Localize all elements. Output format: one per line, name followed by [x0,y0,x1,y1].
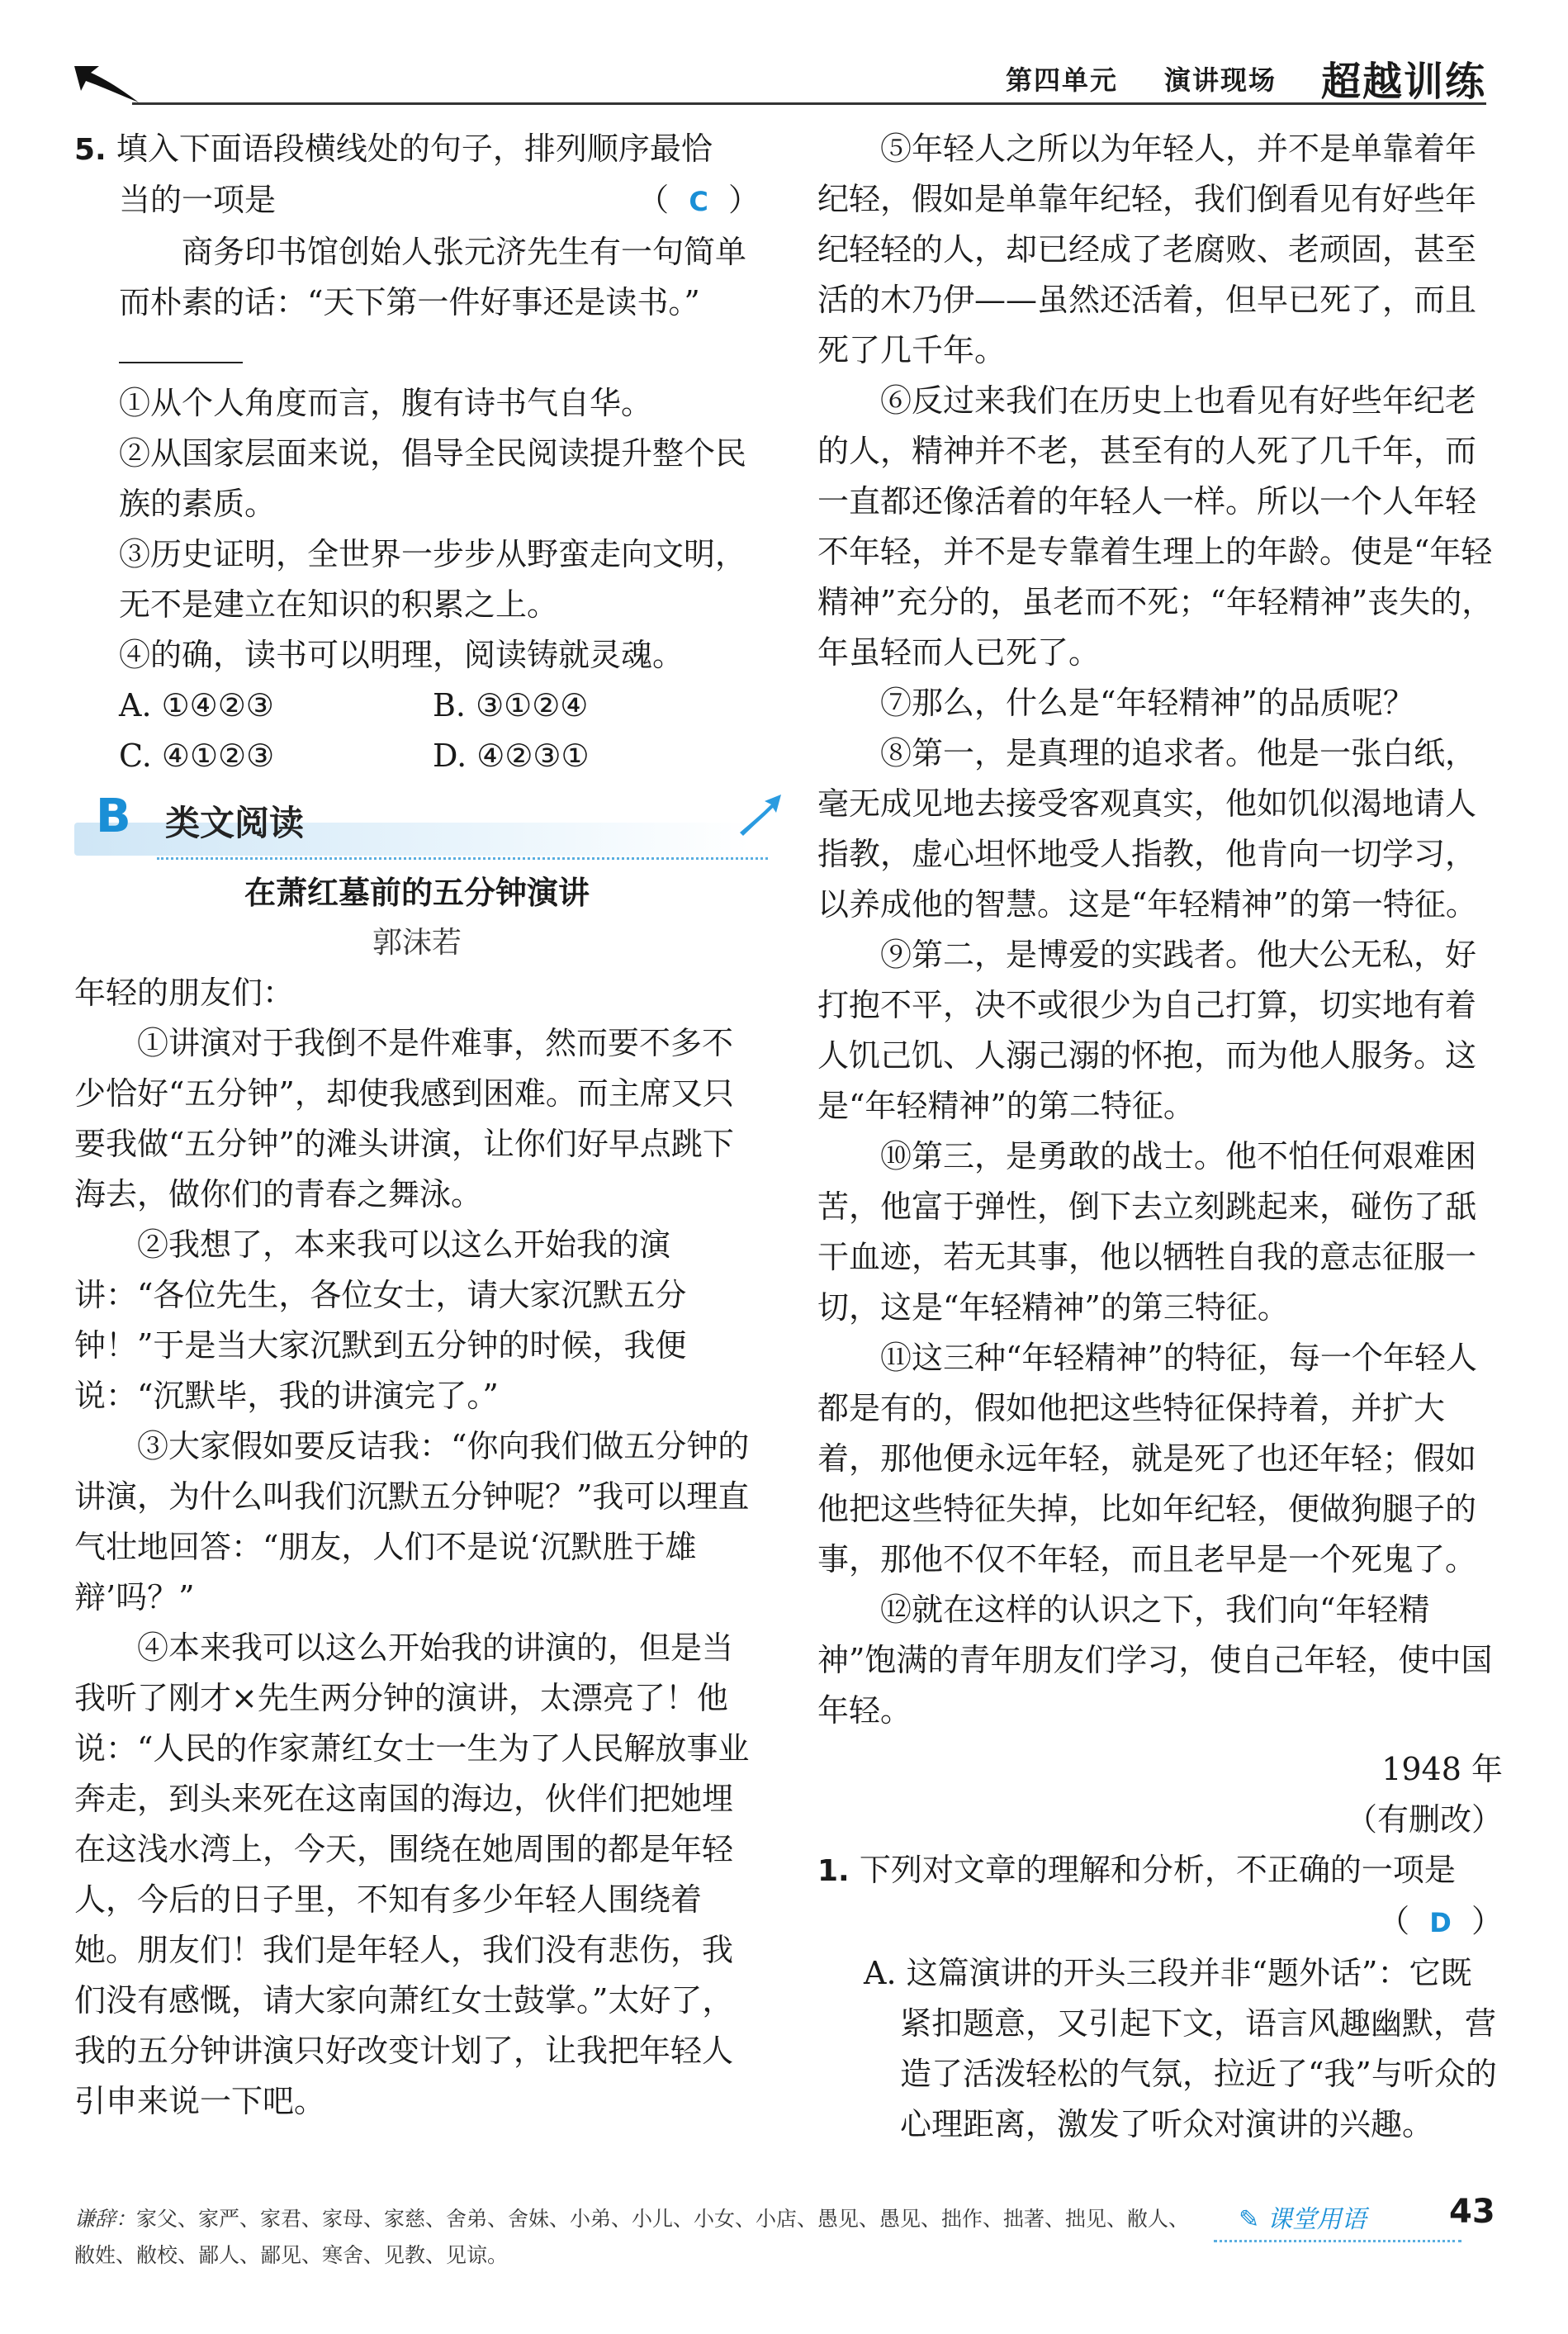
answer-bracket: （ D ） [1378,1903,1503,1939]
article-paragraph: ②我想了，本来我可以这么开始我的演讲：“各位先生，各位女士，请大家沉默五分钟！”于是当大家沉默到五分钟的时候，我便说：“沉默毕，我的讲演完了。” [74,1226,687,1414]
footer-label: ✎ 课堂用语 [1239,2205,1367,2234]
footnote-label: 谦辞： [74,2207,137,2231]
article-paragraph: ⑩第三，是勇敢的战士。他不怕任何艰难困苦，他富于弹性，倒下去立刻跳起来，碰伤了舐干血迹，若无其事，他以牺牲自我的意志征服一切，这是“年轻精神”的第三特征。 [817,1138,1477,1326]
option-c: C. ④①②③ [119,738,275,774]
fill-blank-line [74,328,760,378]
option-row [74,681,760,731]
question-5-item: ④的确，读书可以明理，阅读铸就灵魂。 [119,637,685,673]
back-arrow-icon [68,59,142,109]
right-column [817,124,1503,2150]
question-5-item: ①从个人角度而言，腹有诗书气自华。 [119,385,653,421]
section-b-banner [74,790,760,861]
question-5-passage: 商务印书馆创始人张元济先生有一句简单而朴素的话：“天下第一件好事还是读书。” [119,234,747,320]
article-paragraph: ⑤年轻人之所以为年轻人，并不是单靠着年纪轻，假如是单靠年纪轻，我们倒看见有好些年纪轻轻的人，却已经成了老腐败、老顽固，甚至活的木乃伊——虽然还活着，但早已死了，而且死了几千年。 [817,130,1477,368]
page-header [0,0,1568,124]
option-d: D. ④②③① [433,738,590,774]
article-paragraph: ①讲演对于我倒不是件难事，然而要不多不少恰好“五分钟”，却使我感到困难。而主席又只要我做“五分钟”的滩头讲演，让你们好早点跳下海去，做你们的青春之舞泳。 [74,1025,734,1212]
section-letter: B [96,790,131,843]
question-number: 5. [74,133,107,167]
article-author: 郭沫若 [372,926,462,960]
question-1-stem: 1. 下列对文章的理解和分析，不正确的一项是 [817,1852,1456,1888]
header-unit: 第四单元 [1006,64,1119,96]
page-number: 43 [1449,2193,1495,2231]
option-a: A. ①④②③ [119,687,274,723]
article-note: （有删改） [1345,1801,1503,1838]
article-paragraph: ⑦那么，什么是“年轻精神”的品质呢？ [880,685,1414,721]
article-paragraph: ④本来我可以这么开始我的讲演的，但是当我听了刚才×先生两分钟的演讲，太漂亮了！他说：“人民的作家萧红女士一生为了人民解放事业奔走，到头来死在这南国的海边，伙伴们把她埋在这浅水湾上，今天，围绕在她周围的都是年轻人，今后的日子里，不知有多少年轻人围绕着她。朋友们！我们是年轻人，我们没有悲伤，我们没有感慨，请大家向萧红女士鼓掌。”太好了，我的五分钟讲演只好改变计划了，让我把年轻人引申来说一下吧。 [74,1630,750,2119]
footnote-text: 家父、家严、家君、家母、家慈、舍弟、舍妹、小弟、小儿、小女、小店、愚见、愚见、拙作、拙著、拙见、敝人、敝姓、敝校、鄙人、鄙见、寒舍、见教、见谅。 [74,2207,1190,2267]
article-year: 1948 年 [1381,1751,1503,1787]
header-brand: 超越训练 [1321,59,1487,105]
section-title: 类文阅读 [165,803,305,843]
banner-dotted-line [157,857,768,860]
option-b: B. ③①②④ [433,687,589,723]
question-number: 1. [817,1854,850,1888]
answer-q5: C [689,186,708,217]
article-paragraph: ⑥反过来我们在历史上也看见有好些年纪老的人，精神并不老，甚至有的人死了几千年，而一直都还像活着的年轻人一样。所以一个人年轻不年轻，并不是专靠着生理上的年龄。使是“年轻精神”充分的，虽老而不死；“年轻精神”丧失的，年虽轻而人已死了。 [817,382,1494,671]
article-title: 在萧红墓前的五分钟演讲 [244,874,590,911]
option-row [74,731,760,781]
answer-bracket: （ C ） [637,182,760,218]
question-1-option-a: A. 这篇演讲的开头三段并非“题外话”：它既紧扣题意，又引起下文，语言风趣幽默，营造了活泼轻松的气氛，拉近了“我”与听众的心理距离，激发了听众对演讲的兴趣。 [864,1955,1497,2142]
answer-q1: D [1429,1907,1452,1938]
arrow-up-right-icon [735,790,784,839]
footnote [74,2201,1197,2274]
article-paragraph: ③大家假如要反诘我：“你向我们做五分钟的讲演，为什么叫我们沉默五分钟呢？”我可以理直气壮地回答：“朋友，人们不是说‘沉默胜于雄辩’吗？” [74,1428,750,1615]
article-salutation: 年轻的朋友们： [74,975,295,1011]
article-paragraph: ⑪这三种“年轻精神”的特征，每一个年轻人都是有的，假如他把这些特征保持着，并扩大着，那他便永远年轻，就是死了也还年轻；假如他把这些特征失掉，比如年纪轻，便做狗腿子的事，那他不仅不年轻，而且老早是一个死鬼了。 [817,1340,1477,1577]
article-paragraph: ⑧第一，是真理的追求者。他是一张白纸，毫无成见地去接受客观真实，他如饥似渴地请人指教，虚心坦怀地受人指教，他肯向一切学习，以养成他的智慧。这是“年轻精神”的第一特征。 [817,735,1477,923]
header-rule [132,102,1486,105]
question-5-stem-line2: 当的一项是 （ C ） [74,175,760,227]
header-section: 演讲现场 [1164,64,1277,96]
question-5-stem: 5. 填入下面语段横线处的句子，排列顺序最恰 [74,130,713,167]
question-5-item: ③历史证明，全世界一步步从野蛮走向文明，无不是建立在知识的积累之上。 [119,536,747,623]
question-5-item: ②从国家层面来说，倡导全民阅读提升整个民族的素质。 [119,435,747,522]
footer-dotted-line [1214,2240,1461,2242]
left-column [74,124,760,2127]
article-paragraph: ⑨第二，是博爱的实践者。他大公无私，好打抱不平，决不或很少为自己打算，切实地有着人饥己饥、人溺己溺的怀抱，而为他人服务。这是“年轻精神”的第二特征。 [817,937,1477,1124]
article-paragraph: ⑫就在这样的认识之下，我们向“年轻精神”饱满的青年朋友们学习，使自己年轻，使中国年轻。 [817,1592,1493,1729]
